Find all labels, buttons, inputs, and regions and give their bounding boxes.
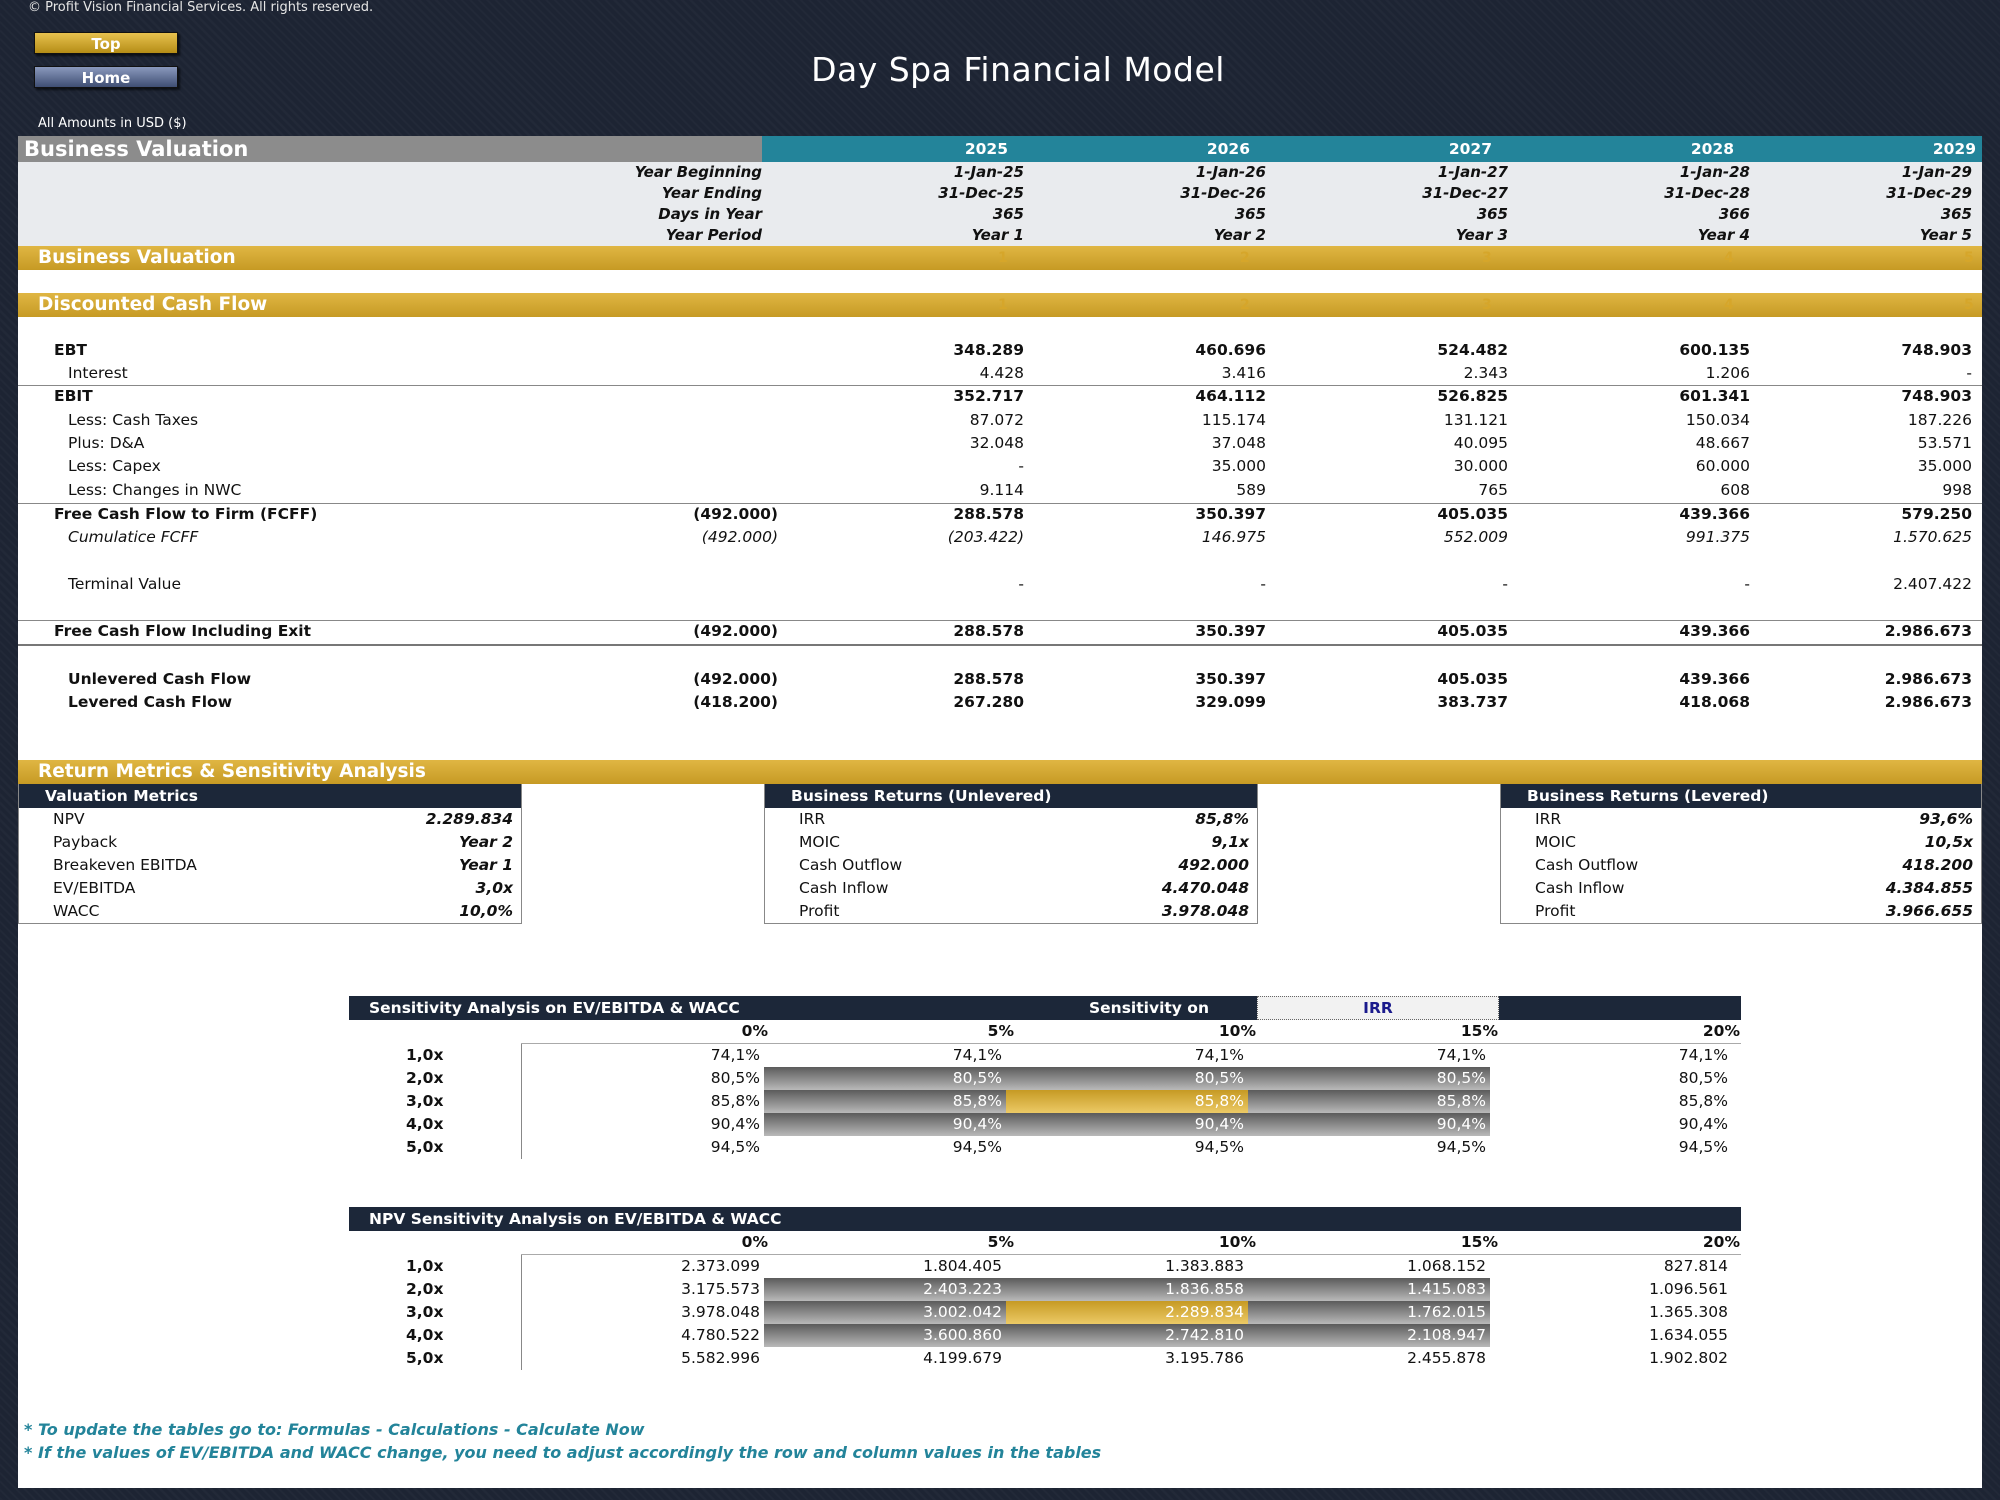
sensitivity-cell: 94,5% xyxy=(1436,1138,1486,1156)
sensitivity-row-label: 1,0x xyxy=(406,1046,444,1064)
sensitivity-cell: 85,8% xyxy=(1006,1090,1248,1113)
period-number: 4 xyxy=(1724,250,1734,266)
metric-label: EV/EBITDA xyxy=(53,879,136,897)
dcf-value: 589 xyxy=(1236,481,1266,499)
dcf-row-label: Plus: D&A xyxy=(68,434,145,452)
dcf-row-label: Terminal Value xyxy=(68,575,181,593)
dcf-value: 2.986.673 xyxy=(1884,622,1972,640)
metric-value: 85,8% xyxy=(1195,810,1249,828)
dcf-value: 600.135 xyxy=(1679,341,1750,359)
page-title: Day Spa Financial Model xyxy=(811,50,1225,89)
dcf-value: 288.578 xyxy=(953,622,1024,640)
sensitivity-on-select[interactable]: IRR xyxy=(1257,996,1499,1020)
band-title: Discounted Cash Flow xyxy=(38,294,268,315)
period-info-value: Year 5 xyxy=(1919,226,1972,244)
dcf-row-label: Less: Capex xyxy=(68,457,161,475)
period-info-label: Year Period xyxy=(665,226,762,244)
copyright-text: © Profit Vision Financial Services. All rights reserved. xyxy=(28,0,374,15)
dcf-row xyxy=(18,409,1982,432)
dcf-value: 350.397 xyxy=(1195,505,1266,523)
divider xyxy=(18,620,1982,621)
sensitivity-cell: 1.804.405 xyxy=(923,1257,1002,1275)
period-info-value: 1-Jan-27 xyxy=(1437,163,1508,181)
metric-value: 3.978.048 xyxy=(1161,902,1249,920)
dcf-value: 418.068 xyxy=(1679,693,1750,711)
year-header-bar xyxy=(762,136,1982,162)
sensitivity-column-header: 5% xyxy=(987,1233,1014,1251)
dcf-row-label: Cumulatice FCFF xyxy=(68,528,199,546)
irr-sensitivity-title-bar xyxy=(349,996,1741,1020)
year-header: 2029 xyxy=(1932,140,1976,158)
period-info-value: 365 xyxy=(1476,205,1508,223)
dcf-value: 1.570.625 xyxy=(1893,528,1972,546)
sensitivity-row-label: 2,0x xyxy=(406,1280,444,1298)
dcf-value: - xyxy=(1744,575,1750,593)
dcf-value: 329.099 xyxy=(1195,693,1266,711)
period-info-label: Year Ending xyxy=(661,184,762,202)
sensitivity-column-header: 5% xyxy=(987,1022,1014,1040)
period-number: 5 xyxy=(1964,297,1974,313)
sensitivity-column-header: 10% xyxy=(1218,1233,1256,1251)
metric-label: IRR xyxy=(1535,810,1562,828)
sensitivity-cell: 2.373.099 xyxy=(681,1257,760,1275)
sensitivity-cell: 80,5% xyxy=(710,1069,760,1087)
note-text: * If the values of EV/EBITDA and WACC change, you need to adjust accordingly the row and column values in the tables xyxy=(24,1443,1102,1462)
divider xyxy=(18,644,1982,646)
metric-row xyxy=(1501,831,1981,854)
sensitivity-cell: 1.096.561 xyxy=(1649,1280,1728,1298)
sensitivity-cell: 80,5% xyxy=(764,1067,1006,1090)
sensitivity-cell: 94,5% xyxy=(1194,1138,1244,1156)
sensitivity-column-header: 15% xyxy=(1460,1233,1498,1251)
period-info-value: Year 3 xyxy=(1455,226,1508,244)
dcf-value: 524.482 xyxy=(1437,341,1508,359)
period-number: 1 xyxy=(998,250,1008,266)
dcf-value: 439.366 xyxy=(1679,670,1750,688)
sensitivity-cell: 85,8% xyxy=(764,1090,1006,1113)
metric-row xyxy=(19,877,521,900)
metric-label: Profit xyxy=(799,902,840,920)
dcf-value: 3.416 xyxy=(1221,364,1266,382)
period-info-row xyxy=(18,204,1982,225)
sensitivity-cell: 4.780.522 xyxy=(681,1326,760,1344)
dcf-initial-value: (492.000) xyxy=(693,670,778,688)
sensitivity-column-header: 20% xyxy=(1702,1233,1740,1251)
dcf-initial-value: (492.000) xyxy=(693,505,778,523)
dcf-value: 405.035 xyxy=(1437,622,1508,640)
metric-label: Breakeven EBITDA xyxy=(53,856,197,874)
period-info-label: Days in Year xyxy=(658,205,762,223)
dcf-value: 439.366 xyxy=(1679,505,1750,523)
sensitivity-cell: 90,4% xyxy=(1678,1115,1728,1133)
period-number: 3 xyxy=(1482,250,1492,266)
sensitivity-cell: 2.403.223 xyxy=(764,1278,1006,1301)
period-info-value: 31-Dec-25 xyxy=(938,184,1024,202)
dcf-row-label: Less: Changes in NWC xyxy=(68,481,242,499)
period-info-value: Year 1 xyxy=(971,226,1024,244)
home-button[interactable]: Home xyxy=(34,66,178,88)
dcf-row xyxy=(18,479,1982,502)
period-number: 4 xyxy=(1724,297,1734,313)
period-info-value: 366 xyxy=(1718,205,1750,223)
dcf-value: 2.986.673 xyxy=(1884,670,1972,688)
metric-row xyxy=(19,900,521,923)
dcf-row xyxy=(18,668,1982,691)
metric-label: WACC xyxy=(53,902,100,920)
period-info-value: 31-Dec-29 xyxy=(1886,184,1972,202)
metric-value: 2.289.834 xyxy=(425,810,513,828)
dcf-row xyxy=(18,691,1982,714)
sensitivity-cell: 1.762.015 xyxy=(1248,1301,1490,1324)
metric-label: MOIC xyxy=(799,833,840,851)
note-text: * To update the tables go to: Formulas - Calculations - Calculate Now xyxy=(24,1420,645,1439)
dcf-value: 405.035 xyxy=(1437,505,1508,523)
sensitivity-cell: 80,5% xyxy=(1006,1067,1248,1090)
dcf-value: 146.975 xyxy=(1201,528,1266,546)
metric-label: MOIC xyxy=(1535,833,1576,851)
metric-label: Payback xyxy=(53,833,118,851)
metric-row xyxy=(765,808,1257,831)
period-info-value: 31-Dec-27 xyxy=(1422,184,1508,202)
dcf-value: 267.280 xyxy=(953,693,1024,711)
dcf-value: 131.121 xyxy=(1443,411,1508,429)
year-header: 2026 xyxy=(1206,140,1250,158)
sensitivity-row-label: 1,0x xyxy=(406,1257,444,1275)
sensitivity-column-header: 20% xyxy=(1702,1022,1740,1040)
sensitivity-on-label: Sensitivity on xyxy=(1089,999,1209,1017)
period-info-label: Year Beginning xyxy=(634,163,762,181)
dcf-value: 87.072 xyxy=(969,411,1024,429)
dcf-value: 526.825 xyxy=(1437,387,1508,405)
dcf-value: 35.000 xyxy=(1211,457,1266,475)
period-info-value: 31-Dec-26 xyxy=(1180,184,1266,202)
dcf-value: 748.903 xyxy=(1901,387,1972,405)
dcf-value: 9.114 xyxy=(979,481,1024,499)
metric-value: 10,0% xyxy=(459,902,513,920)
period-info-value: 365 xyxy=(1234,205,1266,223)
returns-levered-title: Business Returns (Levered) xyxy=(1501,784,1981,808)
dcf-value: 460.696 xyxy=(1195,341,1266,359)
dcf-initial-value: (492.000) xyxy=(693,622,778,640)
sensitivity-cell: 1.383.883 xyxy=(1165,1257,1244,1275)
dcf-value: 383.737 xyxy=(1437,693,1508,711)
period-info-value: 365 xyxy=(1940,205,1972,223)
metric-value: 9,1x xyxy=(1211,833,1249,851)
dcf-row xyxy=(18,339,1982,362)
dcf-value: - xyxy=(1502,575,1508,593)
dcf-value: 2.343 xyxy=(1463,364,1508,382)
period-number: 5 xyxy=(1964,250,1974,266)
dcf-value: 1.206 xyxy=(1705,364,1750,382)
dcf-value: 350.397 xyxy=(1195,670,1266,688)
metric-value: Year 1 xyxy=(458,856,513,874)
dcf-row xyxy=(18,455,1982,478)
period-info-row xyxy=(18,162,1982,183)
dcf-value: 288.578 xyxy=(953,670,1024,688)
sensitivity-cell: 74,1% xyxy=(952,1046,1002,1064)
section-title: Business Valuation xyxy=(18,136,762,162)
metric-row xyxy=(765,854,1257,877)
sensitivity-cell: 3.175.573 xyxy=(681,1280,760,1298)
dcf-value: - xyxy=(1966,364,1972,382)
dcf-initial-value: (492.000) xyxy=(701,528,778,546)
sensitivity-cell: 5.582.996 xyxy=(681,1349,760,1367)
dcf-value: 48.667 xyxy=(1695,434,1750,452)
sensitivity-row-label: 4,0x xyxy=(406,1115,444,1133)
sensitivity-cell: 1.902.802 xyxy=(1649,1349,1728,1367)
dcf-row-label: Levered Cash Flow xyxy=(68,693,233,711)
sensitivity-cell: 94,5% xyxy=(952,1138,1002,1156)
valuation-metrics-box xyxy=(18,784,522,924)
dcf-row xyxy=(18,432,1982,455)
sensitivity-cell: 74,1% xyxy=(710,1046,760,1064)
sensitivity-cell: 3.195.786 xyxy=(1165,1349,1244,1367)
period-number: 2 xyxy=(1240,250,1250,266)
sensitivity-cell: 827.814 xyxy=(1663,1257,1728,1275)
sensitivity-cell: 80,5% xyxy=(1678,1069,1728,1087)
period-number: 3 xyxy=(1482,297,1492,313)
sensitivity-cell: 1.836.858 xyxy=(1006,1278,1248,1301)
dcf-value: 53.571 xyxy=(1917,434,1972,452)
npv-sensitivity-title: NPV Sensitivity Analysis on EV/EBITDA & WACC xyxy=(369,1210,782,1228)
sensitivity-cell: 90,4% xyxy=(1248,1113,1490,1136)
dcf-value: 2.986.673 xyxy=(1884,693,1972,711)
dcf-value: 4.428 xyxy=(979,364,1024,382)
metric-value: 492.000 xyxy=(1178,856,1249,874)
sensitivity-cell: 94,5% xyxy=(1678,1138,1728,1156)
year-header: 2028 xyxy=(1690,140,1734,158)
sensitivity-cell: 80,5% xyxy=(1248,1067,1490,1090)
dcf-value: 765 xyxy=(1478,481,1508,499)
metric-row xyxy=(19,831,521,854)
dcf-value: 464.112 xyxy=(1195,387,1266,405)
dcf-row xyxy=(18,503,1982,526)
dcf-row xyxy=(18,362,1982,385)
metric-value: 3,0x xyxy=(475,879,513,897)
sensitivity-cell: 3.002.042 xyxy=(764,1301,1006,1324)
sensitivity-cell: 74,1% xyxy=(1194,1046,1244,1064)
dcf-value: 439.366 xyxy=(1679,622,1750,640)
npv-sensitivity-title-bar xyxy=(349,1207,1741,1231)
metric-value: 4.384.855 xyxy=(1885,879,1973,897)
year-header: 2025 xyxy=(964,140,1008,158)
period-number: 1 xyxy=(998,297,1008,313)
metric-value: 93,6% xyxy=(1919,810,1973,828)
dcf-value: 552.009 xyxy=(1443,528,1508,546)
dcf-value: 405.035 xyxy=(1437,670,1508,688)
metric-label: Cash Outflow xyxy=(1535,856,1639,874)
dcf-value: 991.375 xyxy=(1685,528,1750,546)
dcf-value: 608 xyxy=(1720,481,1750,499)
sensitivity-cell: 2.455.878 xyxy=(1407,1349,1486,1367)
metric-label: NPV xyxy=(53,810,85,828)
sensitivity-row-label: 3,0x xyxy=(406,1092,444,1110)
sensitivity-cell: 85,8% xyxy=(710,1092,760,1110)
dcf-row-label: Free Cash Flow Including Exit xyxy=(54,622,311,640)
business-valuation-band xyxy=(18,246,1982,270)
dcf-row-label: Less: Cash Taxes xyxy=(68,411,199,429)
dcf-row-label: EBT xyxy=(54,341,87,359)
dcf-value: - xyxy=(1260,575,1266,593)
year-header: 2027 xyxy=(1448,140,1492,158)
dcf-value: 35.000 xyxy=(1917,457,1972,475)
metric-value: Year 2 xyxy=(458,833,513,851)
metric-value: 4.470.048 xyxy=(1161,879,1249,897)
period-info-row xyxy=(18,225,1982,246)
dcf-value: 115.174 xyxy=(1201,411,1266,429)
metric-row xyxy=(1501,877,1981,900)
sensitivity-row-label: 5,0x xyxy=(406,1138,444,1156)
return-metrics-band: Return Metrics & Sensitivity Analysis xyxy=(18,760,1982,784)
period-info-value: 1-Jan-29 xyxy=(1901,163,1972,181)
period-info-value: Year 4 xyxy=(1697,226,1750,244)
metric-label: Cash Inflow xyxy=(799,879,889,897)
dcf-value: 748.903 xyxy=(1901,341,1972,359)
dcf-value: 37.048 xyxy=(1211,434,1266,452)
returns-unlevered-box xyxy=(764,784,1258,924)
sensitivity-cell: 90,4% xyxy=(710,1115,760,1133)
sensitivity-cell: 1.365.308 xyxy=(1649,1303,1728,1321)
period-info-value: 1-Jan-28 xyxy=(1679,163,1750,181)
period-info-value: Year 2 xyxy=(1213,226,1266,244)
metric-value: 418.200 xyxy=(1902,856,1973,874)
returns-unlevered-title: Business Returns (Unlevered) xyxy=(765,784,1257,808)
dcf-value: 350.397 xyxy=(1195,622,1266,640)
dcf-row-label: Unlevered Cash Flow xyxy=(68,670,252,688)
metric-label: Cash Inflow xyxy=(1535,879,1625,897)
dcf-value: 348.289 xyxy=(953,341,1024,359)
metric-row xyxy=(765,900,1257,923)
dcf-value: 288.578 xyxy=(953,505,1024,523)
metric-row xyxy=(1501,854,1981,877)
sensitivity-cell: 1.068.152 xyxy=(1407,1257,1486,1275)
sensitivity-row-label: 5,0x xyxy=(406,1349,444,1367)
sensitivity-column-header: 0% xyxy=(741,1233,768,1251)
metric-row xyxy=(1501,900,1981,923)
dcf-value: - xyxy=(1018,575,1024,593)
sensitivity-cell: 90,4% xyxy=(1006,1113,1248,1136)
dcf-value: 2.407.422 xyxy=(1893,575,1972,593)
dcf-value: 40.095 xyxy=(1453,434,1508,452)
metric-row xyxy=(1501,808,1981,831)
sensitivity-cell: 1.415.083 xyxy=(1248,1278,1490,1301)
valuation-metrics-title: Valuation Metrics xyxy=(19,784,521,808)
period-info-value: 365 xyxy=(992,205,1024,223)
dcf-value: 187.226 xyxy=(1907,411,1972,429)
sensitivity-row-label: 4,0x xyxy=(406,1326,444,1344)
period-number: 2 xyxy=(1240,297,1250,313)
period-info-row xyxy=(18,183,1982,204)
metric-value: 3.966.655 xyxy=(1885,902,1973,920)
metric-value: 10,5x xyxy=(1924,833,1973,851)
metric-row xyxy=(765,877,1257,900)
metric-label: Cash Outflow xyxy=(799,856,903,874)
dcf-row xyxy=(18,620,1982,643)
amounts-note: All Amounts in USD ($) xyxy=(38,116,187,131)
sensitivity-column-header: 0% xyxy=(741,1022,768,1040)
dcf-value: 60.000 xyxy=(1695,457,1750,475)
band-title: Business Valuation xyxy=(38,247,236,268)
divider xyxy=(18,385,1982,386)
dcf-row-label: EBIT xyxy=(54,387,93,405)
sensitivity-cell: 3.978.048 xyxy=(681,1303,760,1321)
dcf-value: 579.250 xyxy=(1901,505,1972,523)
dcf-value: - xyxy=(1018,457,1024,475)
dcf-value: (203.422) xyxy=(947,528,1024,546)
sensitivity-cell: 85,8% xyxy=(1248,1090,1490,1113)
metric-label: IRR xyxy=(799,810,826,828)
spreadsheet-area xyxy=(18,136,1982,1488)
divider xyxy=(18,503,1982,504)
dcf-initial-value: (418.200) xyxy=(693,693,778,711)
metric-label: Profit xyxy=(1535,902,1576,920)
dcf-row-label: Free Cash Flow to Firm (FCFF) xyxy=(54,505,318,523)
dcf-row xyxy=(18,385,1982,408)
top-button[interactable]: Top xyxy=(34,32,178,54)
sensitivity-cell: 1.634.055 xyxy=(1649,1326,1728,1344)
sensitivity-cell: 3.600.860 xyxy=(764,1324,1006,1347)
period-info-value: 1-Jan-26 xyxy=(1195,163,1266,181)
dcf-row xyxy=(18,526,1982,549)
sensitivity-cell: 94,5% xyxy=(710,1138,760,1156)
sensitivity-row-label: 2,0x xyxy=(406,1069,444,1087)
metric-row xyxy=(765,831,1257,854)
dcf-value: 601.341 xyxy=(1679,387,1750,405)
dcf-row-label: Interest xyxy=(68,364,128,382)
period-info-value: 31-Dec-28 xyxy=(1664,184,1750,202)
dcf-row xyxy=(18,573,1982,596)
sensitivity-cell: 90,4% xyxy=(764,1113,1006,1136)
sensitivity-column-header: 10% xyxy=(1218,1022,1256,1040)
dcf-value: 150.034 xyxy=(1685,411,1750,429)
period-info-value: 1-Jan-25 xyxy=(953,163,1024,181)
dcf-value: 352.717 xyxy=(953,387,1024,405)
sensitivity-cell: 74,1% xyxy=(1436,1046,1486,1064)
sensitivity-cell: 2.108.947 xyxy=(1248,1324,1490,1347)
returns-levered-box xyxy=(1500,784,1982,924)
metric-row xyxy=(19,854,521,877)
sensitivity-column-header: 15% xyxy=(1460,1022,1498,1040)
sensitivity-cell: 74,1% xyxy=(1678,1046,1728,1064)
dcf-band xyxy=(18,293,1982,317)
sensitivity-cell: 2.289.834 xyxy=(1006,1301,1248,1324)
dcf-value: 30.000 xyxy=(1453,457,1508,475)
dcf-value: 998 xyxy=(1942,481,1972,499)
sensitivity-cell: 4.199.679 xyxy=(923,1349,1002,1367)
irr-sensitivity-title: Sensitivity Analysis on EV/EBITDA & WACC xyxy=(369,999,740,1017)
sensitivity-cell: 2.742.810 xyxy=(1006,1324,1248,1347)
sensitivity-cell: 85,8% xyxy=(1678,1092,1728,1110)
metric-row xyxy=(19,808,521,831)
sensitivity-row-label: 3,0x xyxy=(406,1303,444,1321)
dcf-value: 32.048 xyxy=(969,434,1024,452)
